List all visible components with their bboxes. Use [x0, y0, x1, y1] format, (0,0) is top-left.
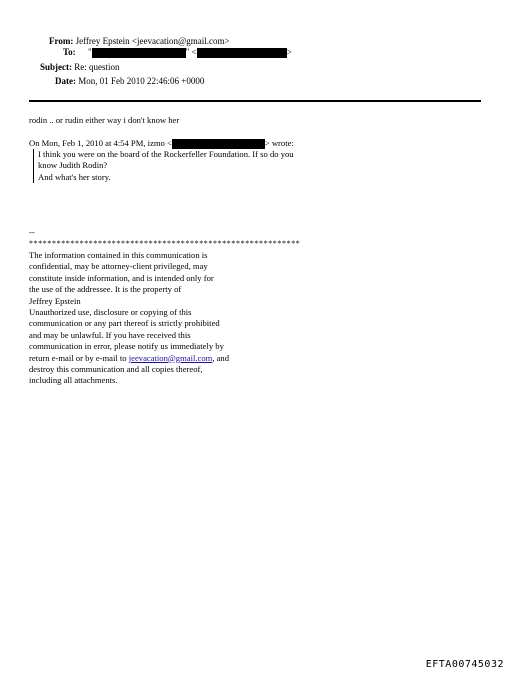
from-value: Jeffrey Epstein <jeevacation@gmail.com>	[75, 36, 230, 46]
header-divider	[29, 100, 481, 102]
header-to-row	[63, 47, 292, 58]
signature-stars: ***********************************************************	[29, 239, 301, 248]
header-from-row	[49, 36, 230, 47]
disclaimer-line: Unauthorized use, disclosure or copying of this	[29, 307, 192, 318]
disclaimer-return-line	[29, 353, 229, 364]
disclaimer-line: communication in error, please notify us immediately by	[29, 341, 224, 352]
header-date-row	[55, 76, 204, 87]
disclaimer-line: destroy this communication and all copies thereof,	[29, 364, 203, 375]
to-close: >	[286, 47, 292, 57]
bates-number: EFTA00745032	[425, 659, 504, 670]
disclaimer-line: The information contained in this communication is	[29, 250, 208, 260]
disclaimer-line: including all attachments.	[29, 375, 118, 386]
disclaimer-line: communication or any part thereof is strictly prohibited	[29, 318, 220, 329]
sender-email-redaction	[172, 139, 265, 149]
to-email-redaction	[197, 48, 287, 58]
disclaimer-line: Jeffrey Epstein	[29, 295, 81, 306]
disclaimer-line: constitute inside information, and is intended only for	[29, 272, 214, 283]
subject-label: Subject:	[40, 62, 72, 72]
to-quote-open: "	[87, 47, 92, 57]
reply-line: rodin .. or rudin either way i don't know her	[29, 115, 180, 125]
to-label: To:	[63, 47, 76, 57]
return-line-before: return e-mail or by e-mail to	[29, 352, 129, 363]
quote-intro-before: On Mon, Feb 1, 2010 at 4:54 PM, izmo <	[29, 138, 172, 148]
quoted-line: know Judith Rodin?	[38, 160, 108, 171]
confidentiality-disclaimer	[29, 250, 229, 387]
to-name-redaction	[92, 48, 186, 58]
disclaimer-line: confidential, may be attorney-client privileged, may	[29, 261, 208, 272]
disclaimer-line: and may be unlawful. If you have received this	[29, 329, 191, 340]
to-mid: " <	[185, 47, 197, 57]
signature-dashes: --	[29, 227, 35, 237]
quote-intro-after: > wrote:	[264, 138, 294, 148]
quote-intro	[29, 138, 294, 149]
from-label: From:	[49, 36, 74, 46]
disclaimer-line: the use of the addressee. It is the property of	[29, 284, 182, 295]
quoted-line: I think you were on the board of the Rockerfeller Foundation. If so do you	[38, 149, 294, 159]
header-subject-row	[40, 62, 120, 73]
quoted-line: And what's her story.	[38, 171, 111, 182]
date-value: Mon, 01 Feb 2010 22:46:06 +0000	[78, 76, 205, 86]
contact-email-link[interactable]: jeevacation@gmail.com	[128, 352, 213, 363]
date-label: Date:	[55, 76, 76, 86]
return-line-after: , and	[212, 352, 230, 363]
quoted-message	[33, 149, 294, 183]
subject-value: Re: question	[74, 62, 120, 72]
